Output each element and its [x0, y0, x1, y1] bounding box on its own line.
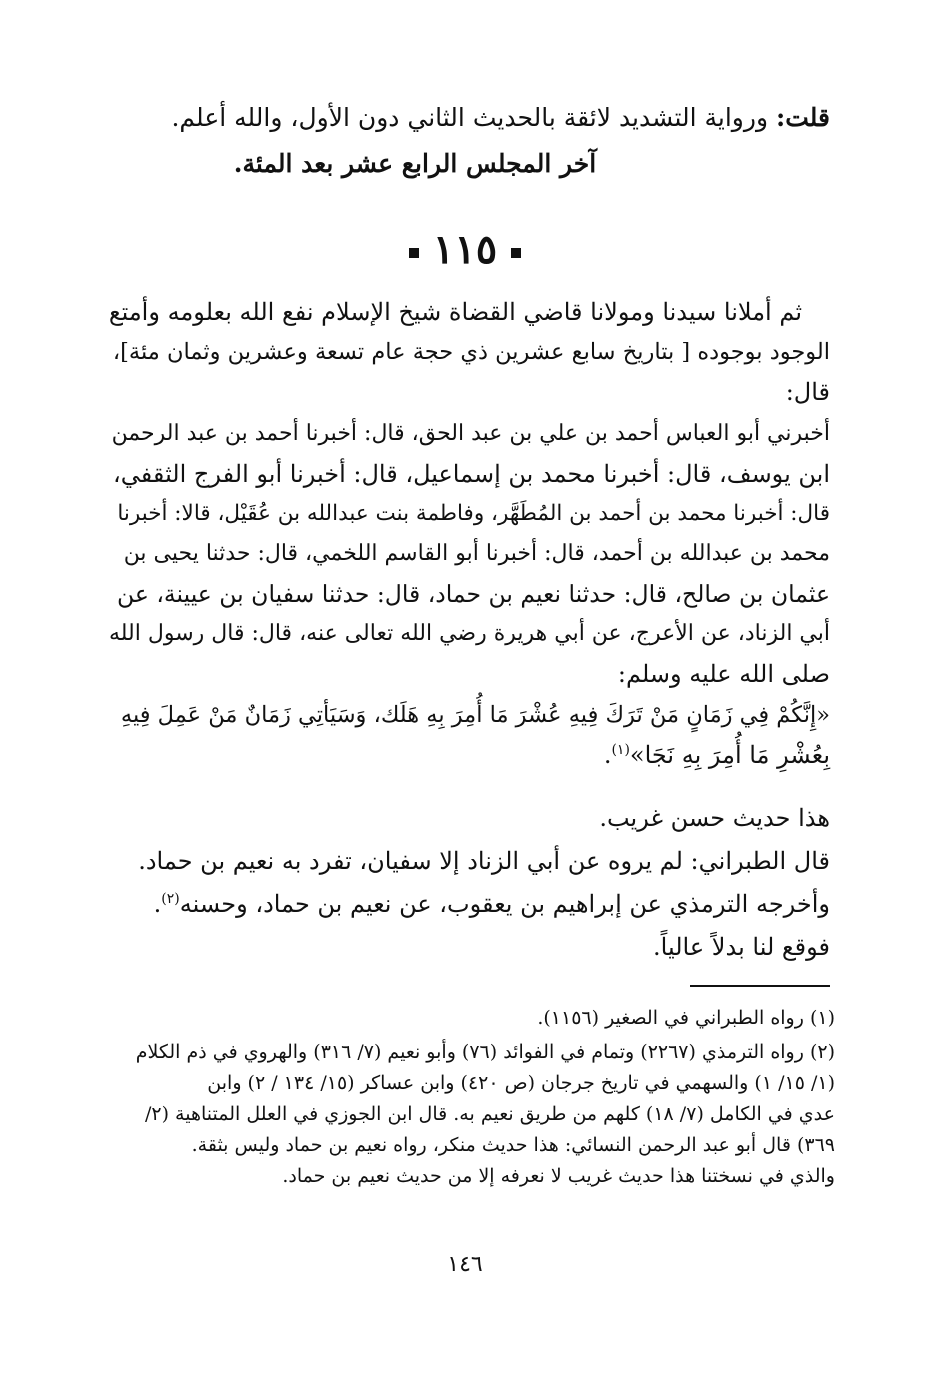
- isnad-line: قال: أخبرنا محمد بن أحمد بن المُطَهَّر، وفاطمة بنت عبدالله بن عُقَيْل، قالا: أخبرنا: [117, 501, 830, 526]
- footnote-line: عدي في الكامل (٧/ ١٨) كلهم من طريق نعيم به. قال ابن الجوزي في العلل المتناهية (٢/: [144, 1103, 835, 1125]
- note-text: ورواية التشديد لائقة بالحديث الثاني دون الأول، والله أعلم.: [171, 103, 769, 132]
- right-square-ornament: [511, 248, 521, 258]
- hadith-grade: هذا حديث حسن غريب.: [599, 804, 830, 832]
- takhrij-end: .: [153, 890, 162, 918]
- footnote-1: (١) رواه الطبراني في الصغير (١١٥٦).: [537, 1007, 835, 1029]
- conclusion: فوقع لنا بدلاً عالياً.: [653, 933, 830, 961]
- isnad-line: أبي الزناد، عن الأعرج، عن أبي هريرة رضي الله تعالى عنه، قال: قال رسول الله: [108, 621, 830, 646]
- footnote-divider: [690, 985, 830, 987]
- hadith-text: [110, 695, 830, 775]
- footnote-line: (٢) رواه الترمذي (٢٢٦٧) وتمام في الفوائد (٧٦) وأبو نعيم (٧/ ٣١٦) والهروي في ذم الكلام: [135, 1041, 835, 1063]
- tabarani-note: قال الطبراني: لم يروه عن أبي الزناد إلا سفيان، تفرد به نعيم بن حماد.: [138, 847, 830, 875]
- footnote-line: ٣٦٩) قال أبو عبد الرحمن النسائي: هذا حديث منكر، رواه نعيم بن حماد وليس بثقة.: [191, 1134, 835, 1156]
- author-note: [120, 98, 830, 138]
- footnote-ref-2: (٢): [161, 891, 180, 907]
- intro-line: قال:: [785, 378, 830, 406]
- note-lead: قلت:: [775, 103, 830, 132]
- isnad-line: صلى الله عليه وسلم:: [617, 660, 830, 688]
- intro-line: الوجود بوجوده [ بتاريخ سابع عشرين ذي حجة عام تسعة وعشرين وثمان مئة]،: [112, 339, 830, 365]
- footnote-line: والذي في نسختنا هذا حديث غريب لا نعرفه إلا من حديث نعيم بن حماد.: [282, 1165, 835, 1187]
- section-number-heading: [0, 225, 930, 275]
- hadith-end: .: [603, 741, 612, 769]
- takhrij-text: وأخرجه الترمذي عن إبراهيم بن يعقوب، عن نعيم بن حماد، وحسنه: [179, 890, 830, 918]
- hadith-line: [110, 735, 830, 775]
- footnote-line: (١/ ١٥/ ١) والسهمي في تاريخ جرجان (ص ٤٢٠) وابن عساكر (١٥/ ١٣٤ / ٢) وابن: [207, 1072, 835, 1094]
- footnote-ref-1: (١): [611, 742, 630, 758]
- isnad-line: عثمان بن صالح، قال: حدثنا نعيم بن حماد، قال: حدثنا سفيان بن عيينة، عن: [116, 580, 830, 608]
- page-number: ١٤٦: [447, 1252, 483, 1277]
- footnote-2: [110, 1037, 835, 1192]
- hadith-line-text: بِعُشْرِ مَا أُمِرَ بِهِ نَجَا»: [629, 741, 830, 769]
- takhrij-note: [110, 884, 858, 924]
- left-square-ornament: [409, 248, 419, 258]
- intro-paragraph: [110, 292, 830, 412]
- hadith-line: «إِنَّكُمْ فِي زَمَانٍ مَنْ تَرَكَ فِيهِ عُشْرَ مَا أُمِرَ بِهِ هَلَك، وَسَيَأتِي زَمَانٌ مَنْ عَمِلَ فِيهِ: [120, 702, 830, 728]
- section-number: ١١٥: [432, 226, 498, 273]
- isnad-paragraph: [110, 414, 830, 694]
- isnad-line: محمد بن عبدالله بن أحمد، قال: أخبرنا أبو القاسم اللخمي، قال: حدثنا يحيى بن: [123, 541, 830, 566]
- intro-line: ثم أملانا سيدنا ومولانا قاضي القضاة شيخ الإسلام نفع الله بعلومه وأمتع: [108, 298, 802, 326]
- session-end-heading: آخر المجلس الرابع عشر بعد المئة.: [233, 149, 597, 178]
- isnad-line: ابن يوسف، قال: أخبرنا محمد بن إسماعيل، قال: أخبرنا أبو الفرج الثقفي،: [113, 460, 830, 488]
- isnad-line: أخبرني أبو العباس أحمد بن علي بن عبد الحق، قال: أخبرنا أحمد بن عبد الرحمن: [111, 421, 830, 446]
